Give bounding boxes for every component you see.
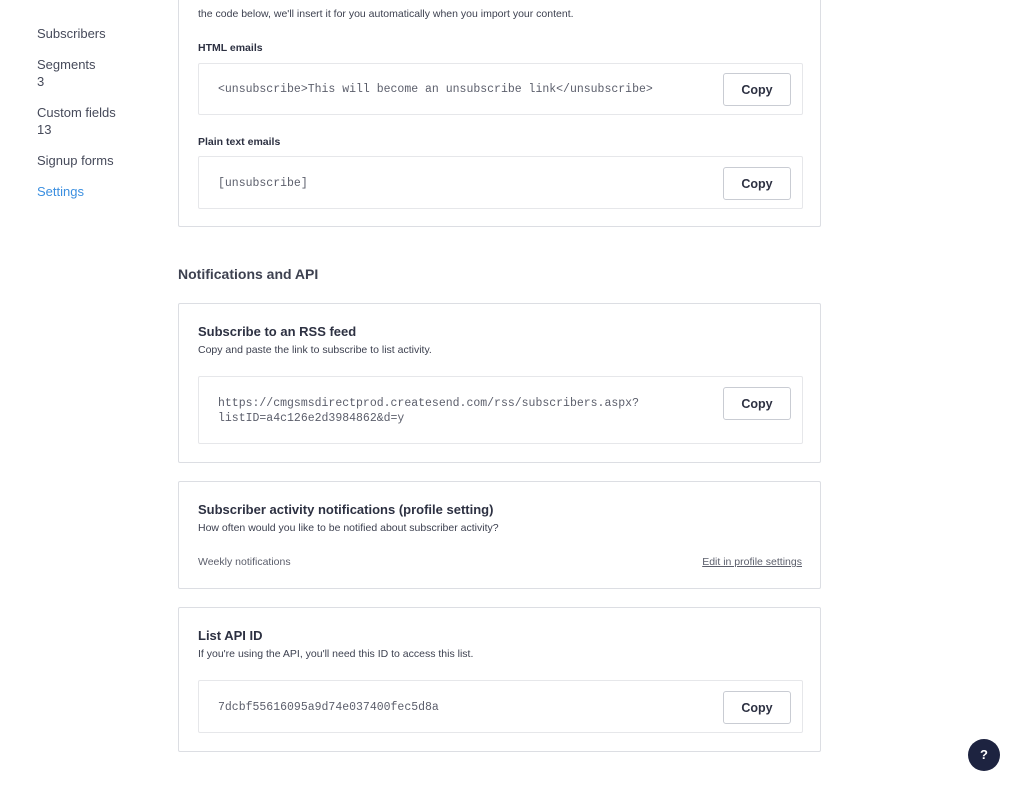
edit-profile-settings-link[interactable]: Edit in profile settings <box>702 556 802 568</box>
api-card-description: If you're using the API, you'll need this ID to access this list. <box>198 648 474 660</box>
notifications-api-heading: Notifications and API <box>178 266 319 282</box>
sidebar-item-subscribers[interactable] <box>37 25 157 42</box>
sidebar-item-settings[interactable] <box>37 183 157 200</box>
api-id-value[interactable]: 7dcbf55616095a9d74e037400fec5d8a <box>218 701 439 714</box>
sidebar-item-count: 3 <box>37 74 45 89</box>
rss-url-box <box>198 376 803 444</box>
sidebar-item-label: Signup forms <box>37 153 114 168</box>
sidebar-item-label: Segments <box>37 57 96 72</box>
sidebar-item-label: Custom fields <box>37 105 116 120</box>
rss-feed-card <box>178 303 821 463</box>
activity-card-description: How often would you like to be notified about subscriber activity? <box>198 522 499 534</box>
sidebar-item-custom-fields[interactable] <box>37 104 157 138</box>
unsubscribe-intro-text: the code below, we'll insert it for you automatically when you import your content. <box>198 8 574 20</box>
plain-unsubscribe-code: [unsubscribe] <box>218 177 308 190</box>
rss-url-line-2[interactable]: listID=a4c126e2d3984862&d=y <box>218 412 405 425</box>
copy-plain-code-button[interactable]: Copy <box>723 167 791 200</box>
copy-html-code-button[interactable]: Copy <box>723 73 791 106</box>
activity-card-title: Subscriber activity notifications (profile setting) <box>198 502 494 517</box>
copy-api-id-button[interactable]: Copy <box>723 691 791 724</box>
html-unsubscribe-code-box <box>198 63 803 115</box>
rss-card-title: Subscribe to an RSS feed <box>198 324 357 339</box>
copy-rss-url-button[interactable]: Copy <box>723 387 791 420</box>
notification-frequency: Weekly notifications <box>198 556 291 568</box>
sidebar-item-label: Settings <box>37 184 84 199</box>
plain-text-emails-label: Plain text emails <box>198 136 281 148</box>
unsubscribe-link-card <box>178 0 821 227</box>
help-button[interactable]: ? <box>968 739 1000 771</box>
api-id-box <box>198 680 803 733</box>
html-unsubscribe-code: <unsubscribe>This will become an unsubscribe link</unsubscribe> <box>218 83 653 96</box>
rss-url-line-1[interactable]: https://cmgsmsdirectprod.createsend.com/rss/subscribers.aspx? <box>218 397 639 410</box>
html-emails-label: HTML emails <box>198 42 263 54</box>
subscriber-activity-card <box>178 481 821 589</box>
sidebar-item-signup-forms[interactable] <box>37 152 157 169</box>
sidebar-item-label: Subscribers <box>37 26 106 41</box>
rss-card-description: Copy and paste the link to subscribe to list activity. <box>198 344 432 356</box>
api-card-title: List API ID <box>198 628 263 643</box>
plain-unsubscribe-code-box <box>198 156 803 209</box>
list-api-id-card <box>178 607 821 752</box>
sidebar-nav <box>37 25 157 214</box>
sidebar-item-segments[interactable] <box>37 56 157 90</box>
sidebar-item-count: 13 <box>37 122 52 137</box>
